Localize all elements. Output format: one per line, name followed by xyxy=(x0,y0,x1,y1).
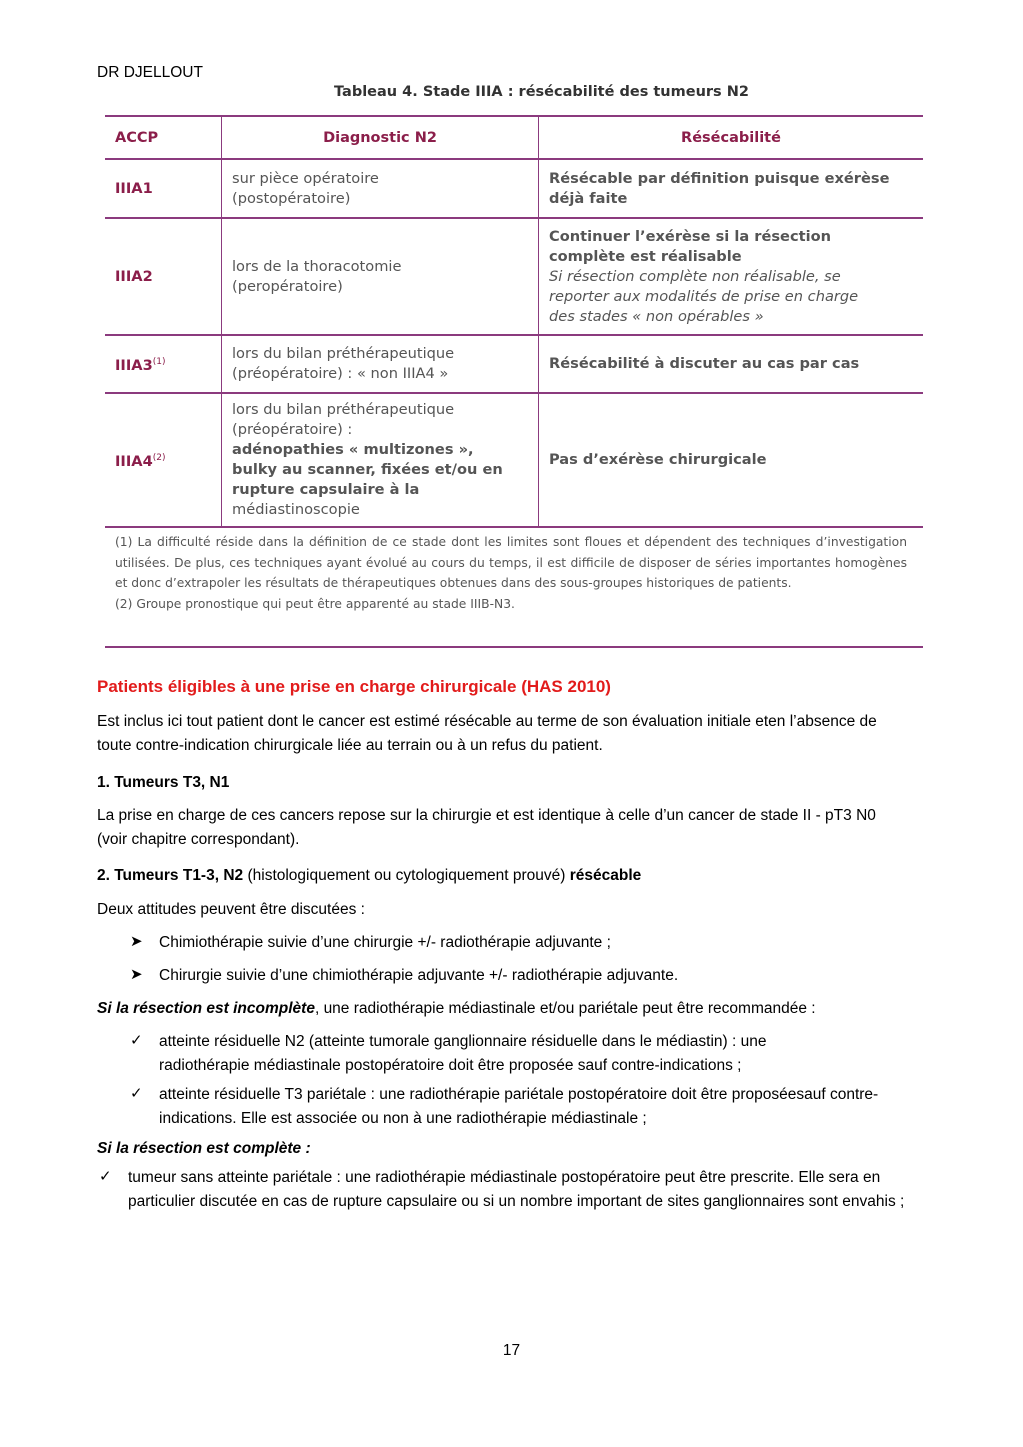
table-footnotes xyxy=(105,526,923,648)
paragraph-t3-n1: La prise en charge de ces cancers repose sur la chirurgie et est identique à celle d’un cancer de stade II - pT3 N0 (voir chapitre correspondant). xyxy=(97,807,876,848)
check-icon: ✓ xyxy=(99,1168,112,1185)
resecability-cell: Résécabilité à discuter au cas par cas xyxy=(539,335,924,393)
diagnostic-cell: lors du bilan préthérapeutique (préopératoire) : « non IIIA4 » xyxy=(222,335,539,393)
diagnostic-cell: sur pièce opératoire (postopératoire) xyxy=(222,159,539,218)
stage-cell: IIIA1 xyxy=(105,159,222,218)
table-row xyxy=(105,335,923,393)
paragraph-two-attitudes: Deux attitudes peuvent être discutées : xyxy=(97,901,365,918)
resecability-cell: Pas d’exérèse chirurgicale xyxy=(539,393,924,527)
incomplete-resection-paragraph: Si la résection est incomplète, une radiothérapie médiastinale et/ou pariétale peut être recommandée : xyxy=(97,1000,816,1017)
resecability-cell: Continuer l’exérèse si la résection complète est réalisable Si résection complète non réalisable, se reporter aux modalités de prise en charge des stades « non opérables » xyxy=(539,218,924,335)
col-header-resecability: Résécabilité xyxy=(539,116,924,159)
check-icon: ✓ xyxy=(130,1032,143,1049)
footnote-1: (1) La difficulté réside dans la définition de ce stade dont les limites sont floues et dépendent des techniques d’investigation utilisées. De plus, ces techniques ayant évolué au cours du temps, il est difficile de disposer de séries importantes homogènes et donc d’extrapoler les résultats de thérapeutiques obtenues dans des sous-groupes historiques de patients. xyxy=(115,535,907,590)
diagnostic-cell: lors de la thoracotomie (peropératoire) xyxy=(222,218,539,335)
heading-t1-3-n2: 2. Tumeurs T1-3, N2 (histologiquement ou cytologiquement prouvé) résécable xyxy=(97,867,642,884)
section-title: Patients éligibles à une prise en charge chirurgicale (HAS 2010) xyxy=(97,677,611,696)
complete-resection-heading: Si la résection est complète : xyxy=(97,1140,311,1157)
page-number: 17 xyxy=(502,1342,521,1359)
diagnostic-cell: lors du bilan préthérapeutique (préopératoire) : adénopathies « multizones », bulky au scanner, fixées et/ou en rupture capsulaire à la médiastinoscopie xyxy=(222,393,539,527)
list-item: atteinte résiduelle N2 (atteinte tumorale ganglionnaire résiduelle dans le médiastin) : une radiothérapie médiastinale postopératoire doit être proposée sauf contre-indications ; xyxy=(159,1033,767,1074)
table-row xyxy=(105,159,923,218)
footnote-2: (2) Groupe pronostique qui peut être apparenté au stade IIIB-N3. xyxy=(115,596,515,611)
table-header-row xyxy=(105,116,923,159)
list-item: Chimiothérapie suivie d’une chirurgie +/- radiothérapie adjuvante ; xyxy=(159,934,611,951)
table-title: Tableau 4. Stade IIIA : résécabilité des tumeurs N2 xyxy=(334,84,749,100)
arrow-right-icon: ➤ xyxy=(130,966,143,983)
list-item: atteinte résiduelle T3 pariétale : une radiothérapie pariétale postopératoire doit être proposéesauf contre-indications. Elle est associée ou non à une radiothérapie médiastinale ; xyxy=(159,1086,879,1127)
stage-cell: IIIA3$^{(1)}$ xyxy=(105,335,222,393)
arrow-right-icon: ➤ xyxy=(130,933,143,950)
resectability-table xyxy=(105,115,923,528)
intro-paragraph: Est inclus ici tout patient dont le cancer est estimé résécable au terme de son évaluation initiale eten l’absence de toute contre-indication chirurgicale liée au terrain ou à un refus du patient. xyxy=(97,713,877,754)
table-row xyxy=(105,393,923,527)
list-item: Chirurgie suivie d’une chimiothérapie adjuvante +/- radiothérapie adjuvante. xyxy=(159,967,679,984)
check-icon: ✓ xyxy=(130,1085,143,1102)
stage-cell: IIIA4$^{(2)}$ xyxy=(105,393,222,527)
col-header-accp: ACCP xyxy=(105,116,222,159)
list-item: tumeur sans atteinte pariétale : une radiothérapie médiastinale postopératoire peut être prescrite. Elle sera en particulier discutée en cas de rupture capsulaire ou si un nombre important de sites ganglionnaires sont envahis ; xyxy=(128,1169,905,1210)
table-row xyxy=(105,218,923,335)
resecability-cell: Résécable par définition puisque exérèse déjà faite xyxy=(539,159,924,218)
stage-cell: IIIA2 xyxy=(105,218,222,335)
col-header-diagnostic: Diagnostic N2 xyxy=(222,116,539,159)
author-header: DR DJELLOUT xyxy=(97,64,203,81)
heading-t3-n1: 1. Tumeurs T3, N1 xyxy=(97,774,230,791)
